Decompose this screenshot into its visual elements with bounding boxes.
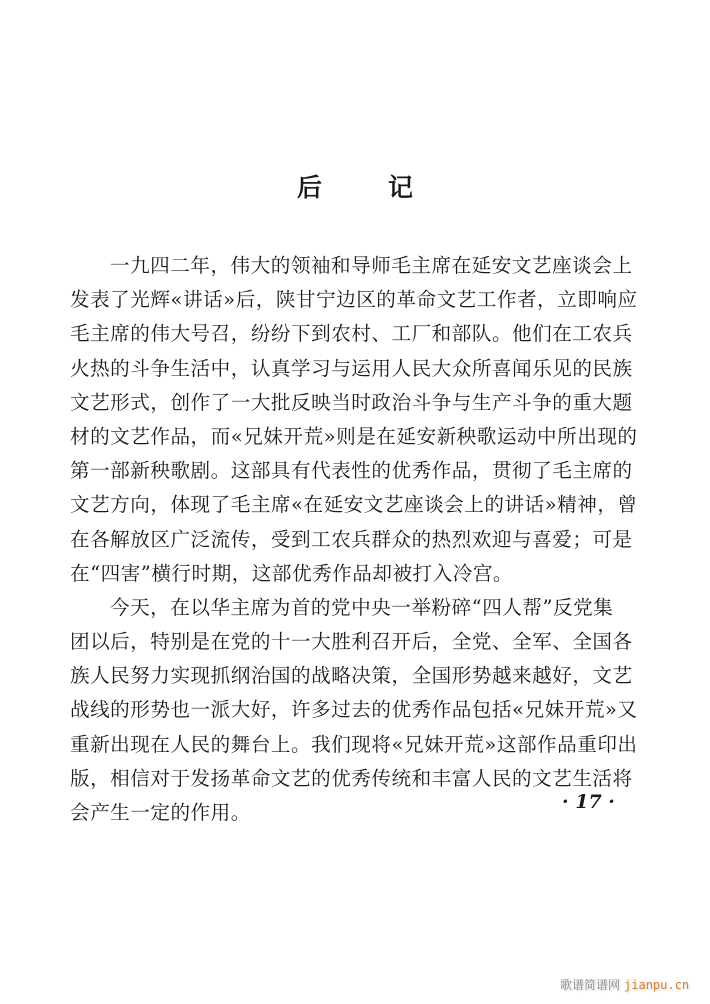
text-line: 战线的形势也一派大好，许多过去的优秀作品包括«兄妹开荒»又: [70, 698, 638, 722]
text-line: 团以后，特别是在党的十一大胜利召开后，全党、全军、全国各: [70, 630, 633, 654]
text-line: 发表了光辉«讲话»后，陕甘宁边区的革命文艺工作者，立即响应: [70, 288, 638, 312]
text-line: 版，相信对于发扬革命文艺的优秀传统和丰富人民的文艺生活将: [70, 766, 633, 790]
text-line: 在各解放区广泛流传，受到工农兵群众的热烈欢迎与喜爱；可是: [70, 527, 633, 551]
paragraph-2: [70, 591, 638, 830]
page-title: [0, 168, 710, 204]
page-number: · 17 ·: [562, 791, 615, 813]
text-line: 文艺形式，创作了一大批反映当时政治斗争与生产斗争的重大题: [70, 390, 633, 414]
watermark-domain: jianpu.cn: [624, 978, 690, 992]
text-line: 会产生一定的作用。: [70, 801, 251, 824]
text-line: 材的文艺作品，而«兄妹开荒»则是在延安新秧歌运动中所出现的: [70, 424, 638, 448]
text-line: 火热的斗争生活中，认真学习与运用人民大众所喜闻乐见的民族: [70, 356, 633, 380]
text-line: 在“四害”横行时期，这部优秀作品却被打入冷宫。: [70, 561, 514, 585]
text-line: 文艺方向，体现了毛主席«在延安文艺座谈会上的讲话»精神，曾: [70, 493, 638, 517]
text-line: 毛主席的伟大号召，纷纷下到农村、工厂和部队。他们在工农兵: [70, 322, 633, 346]
body-text: [70, 249, 638, 830]
paragraph-1: [70, 249, 638, 591]
watermark-site-name: 歌谱简谱网: [560, 978, 621, 992]
text-line: 今天，在以华主席为首的党中央一举粉碎“四人帮”反党集: [110, 595, 614, 619]
text-line: 族人民努力实现抓纲治国的战略决策，全国形势越来越好，文艺: [70, 664, 633, 688]
text-line: 重新出现在人民的舞台上。我们现将«兄妹开荒»这部作品重印出: [70, 732, 638, 756]
text-line: 一九四二年，伟大的领袖和导师毛主席在延安文艺座谈会上: [110, 254, 633, 277]
text-line: 第一部新秧歌剧。这部具有代表性的优秀作品，贯彻了毛主席的: [70, 459, 633, 483]
title-char-1: 后: [296, 173, 322, 202]
watermark: [560, 976, 689, 993]
title-char-2: 记: [388, 173, 414, 202]
